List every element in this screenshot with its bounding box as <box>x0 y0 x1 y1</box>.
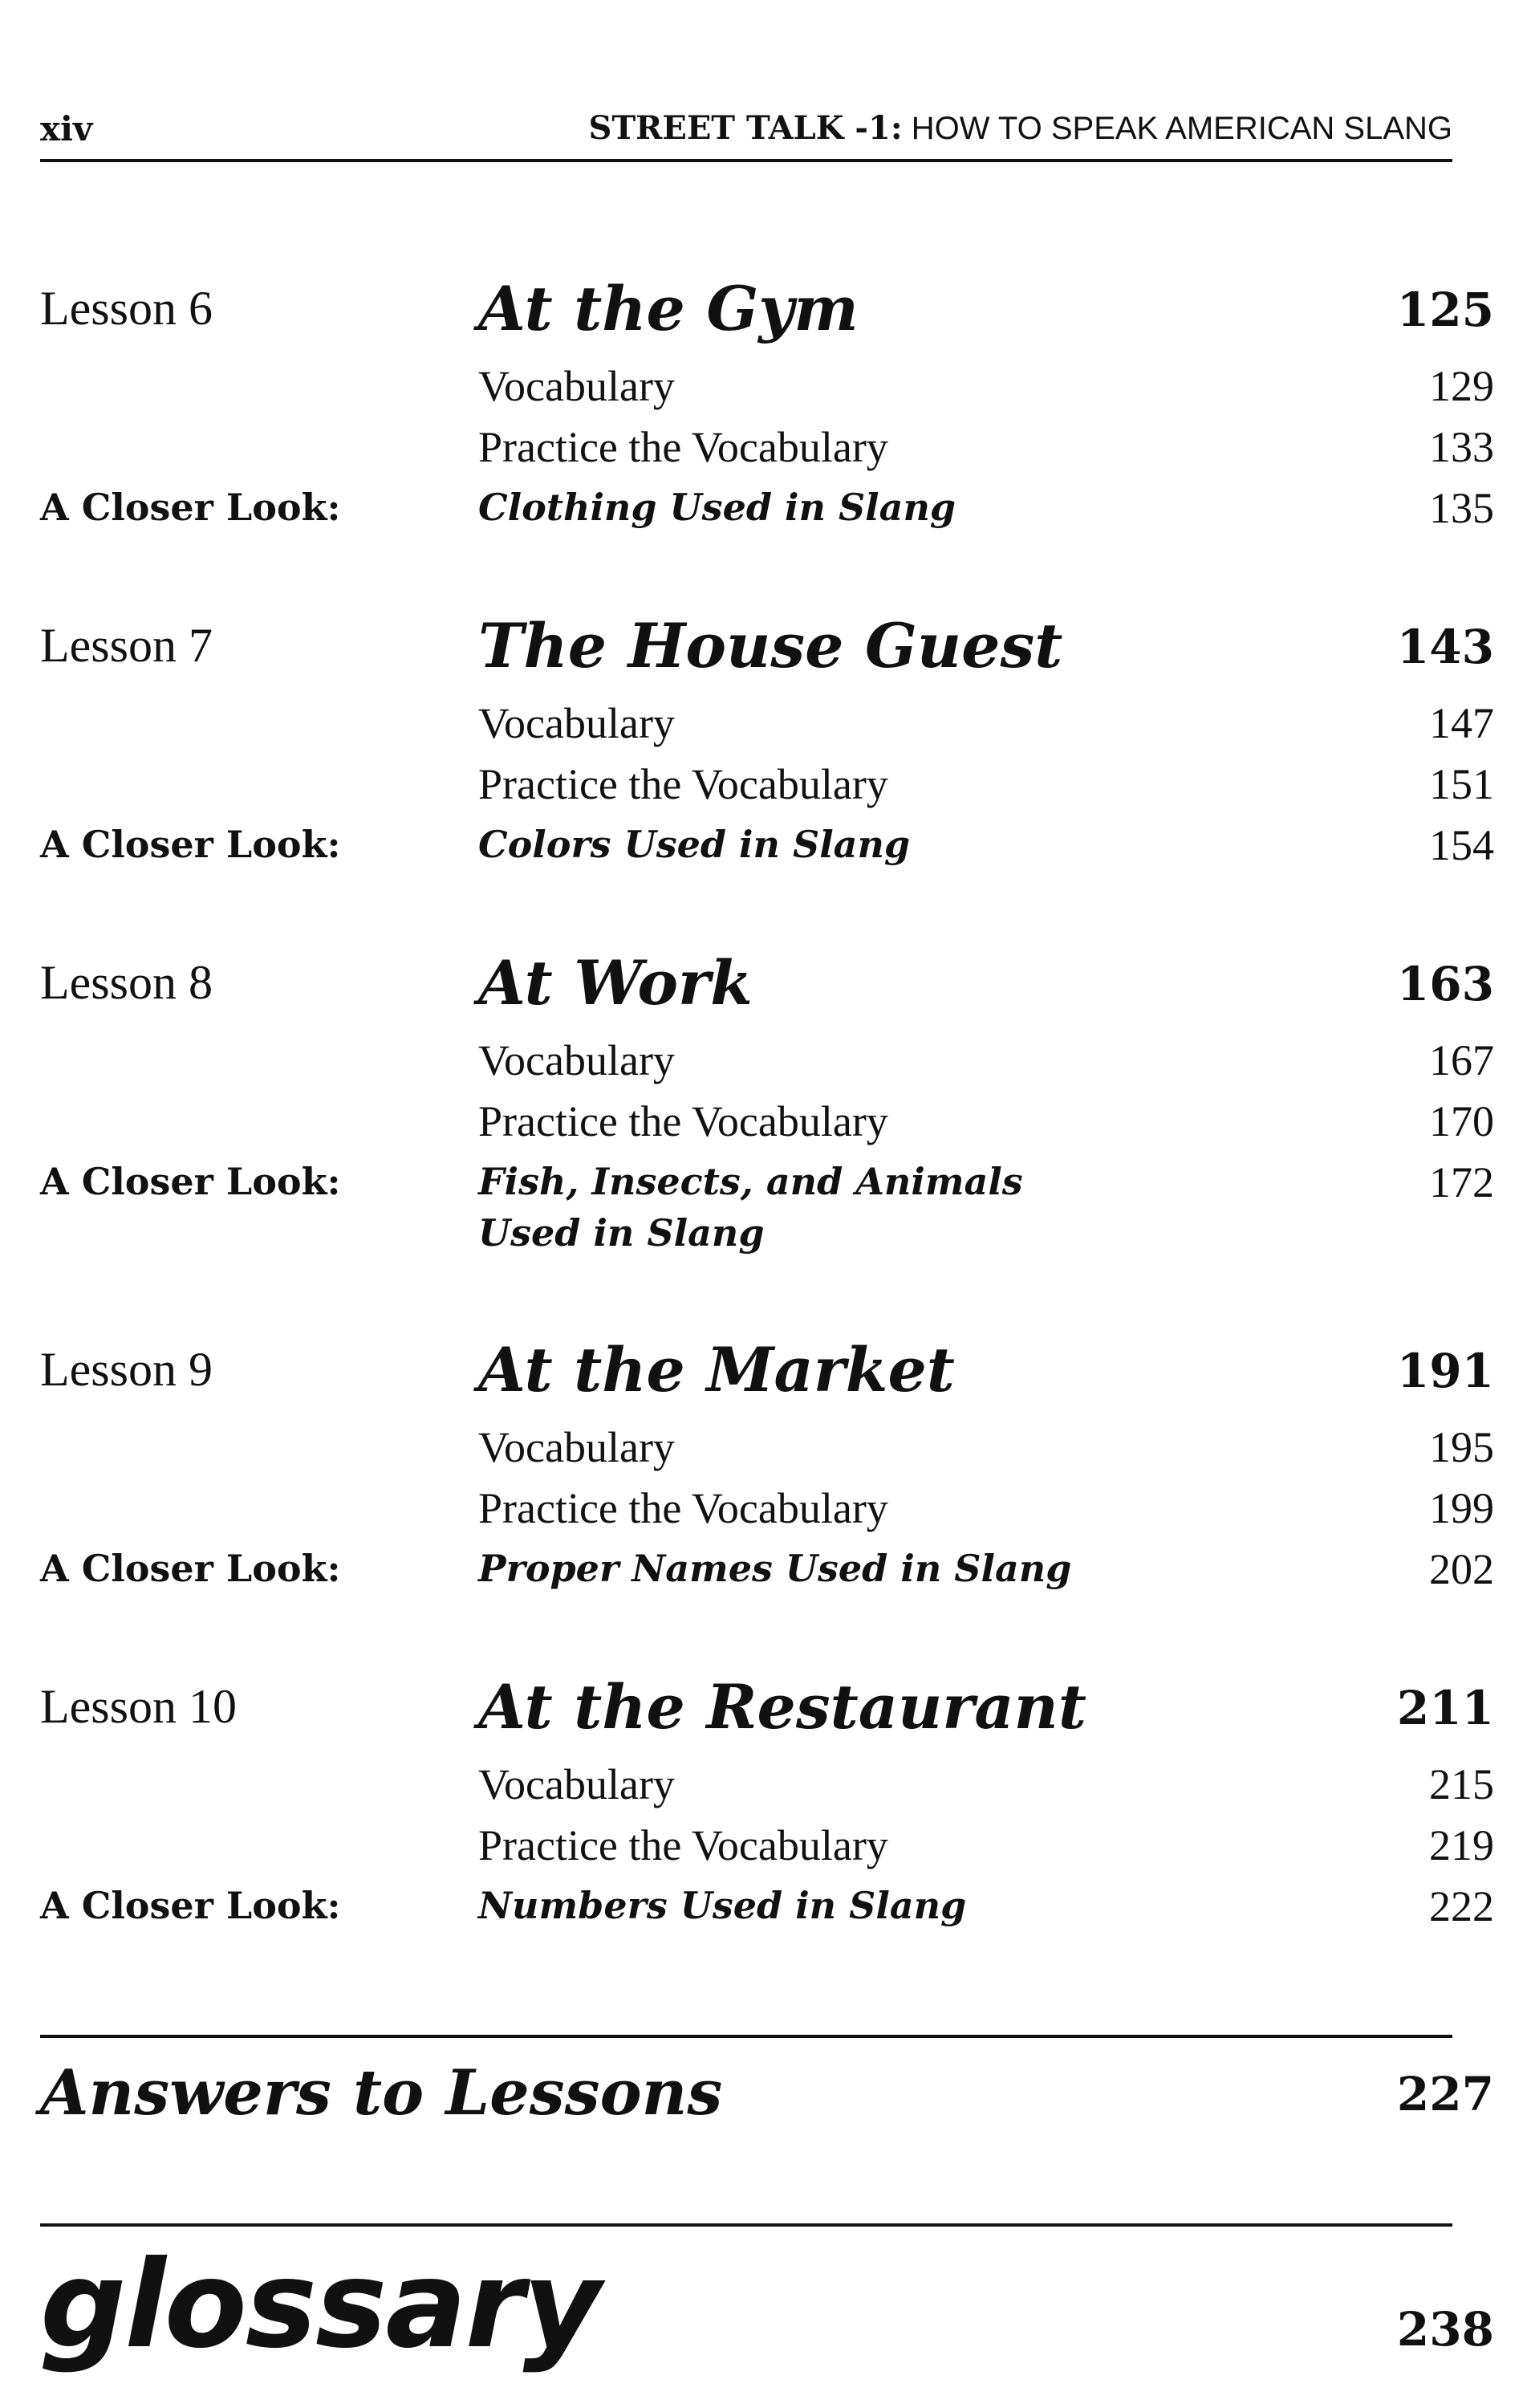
lesson-title[interactable]: At the Gym <box>478 273 859 344</box>
practice-page-number: 133 <box>1429 423 1494 471</box>
practice-page-number: 199 <box>1429 1484 1494 1532</box>
lesson-label: Lesson 6 <box>40 282 213 335</box>
practice-label[interactable]: Practice the Vocabulary <box>478 1097 888 1145</box>
vocabulary-label[interactable]: Vocabulary <box>478 699 675 747</box>
answers-page-number: 227 <box>1396 2067 1494 2121</box>
lesson-title[interactable]: At the Restaurant <box>478 1671 1086 1743</box>
closer-look-label: A Closer Look: <box>40 1160 341 1203</box>
closer-look-label: A Closer Look: <box>40 1884 341 1927</box>
closer-look-topic[interactable]: Numbers Used in Slang <box>478 1884 967 1927</box>
closer-look-page-number: 154 <box>1429 821 1494 869</box>
page-number: xiv <box>40 109 93 148</box>
closer-look-label: A Closer Look: <box>40 486 341 529</box>
book-title <box>588 109 1452 147</box>
vocabulary-label[interactable]: Vocabulary <box>478 1760 675 1808</box>
practice-label[interactable]: Practice the Vocabulary <box>478 1484 888 1532</box>
vocabulary-page-number: 129 <box>1429 362 1494 410</box>
lesson-page-number: 211 <box>1396 1681 1494 1735</box>
closer-look-page-number: 135 <box>1429 484 1494 532</box>
lesson-page-number: 143 <box>1396 620 1494 674</box>
closer-look-page-number: 172 <box>1429 1158 1494 1206</box>
lesson-title[interactable]: The House Guest <box>478 610 1063 681</box>
practice-page-number: 170 <box>1429 1097 1494 1145</box>
closer-look-topic[interactable]: Fish, Insects, and Animals Used in Slang <box>478 1160 1023 1255</box>
vocabulary-label[interactable]: Vocabulary <box>478 1036 675 1084</box>
closer-look-page-number: 202 <box>1429 1545 1494 1593</box>
lesson-title[interactable]: At Work <box>478 947 753 1019</box>
running-header <box>40 95 1452 162</box>
lesson-label: Lesson 8 <box>40 956 213 1009</box>
vocabulary-page-number: 215 <box>1429 1760 1494 1808</box>
book-title-bold: STREET TALK -1: <box>588 109 903 147</box>
practice-label[interactable]: Practice the Vocabulary <box>478 760 888 808</box>
closer-look-label: A Closer Look: <box>40 1547 341 1590</box>
lesson-page-number: 191 <box>1396 1344 1494 1398</box>
practice-page-number: 219 <box>1429 1821 1494 1869</box>
answers-title[interactable]: Answers to Lessons <box>40 2056 723 2129</box>
lesson-title[interactable]: At the Market <box>478 1334 955 1405</box>
book-title-rest: HOW TO SPEAK AMERICAN SLANG <box>902 111 1452 146</box>
vocabulary-page-number: 147 <box>1429 699 1494 747</box>
practice-page-number: 151 <box>1429 760 1494 808</box>
section-divider <box>40 2035 1452 2038</box>
vocabulary-label[interactable]: Vocabulary <box>478 1423 675 1471</box>
closer-look-topic[interactable]: Proper Names Used in Slang <box>478 1547 1072 1590</box>
vocabulary-label[interactable]: Vocabulary <box>478 362 675 410</box>
lesson-page-number: 163 <box>1396 957 1494 1011</box>
glossary-page-number: 238 <box>1396 2302 1494 2357</box>
lesson-label: Lesson 7 <box>40 619 213 672</box>
section-divider <box>40 2223 1452 2227</box>
lesson-label: Lesson 9 <box>40 1343 213 1396</box>
vocabulary-page-number: 167 <box>1429 1036 1494 1084</box>
lesson-label: Lesson 10 <box>40 1680 237 1733</box>
vocabulary-page-number: 195 <box>1429 1423 1494 1471</box>
glossary-title[interactable]: glossary <box>40 2235 600 2375</box>
closer-look-topic[interactable]: Clothing Used in Slang <box>478 486 956 529</box>
practice-label[interactable]: Practice the Vocabulary <box>478 423 888 471</box>
closer-look-topic[interactable]: Colors Used in Slang <box>478 823 911 866</box>
practice-label[interactable]: Practice the Vocabulary <box>478 1821 888 1869</box>
closer-look-label: A Closer Look: <box>40 823 341 866</box>
lesson-page-number: 125 <box>1396 283 1494 337</box>
closer-look-page-number: 222 <box>1429 1882 1494 1930</box>
